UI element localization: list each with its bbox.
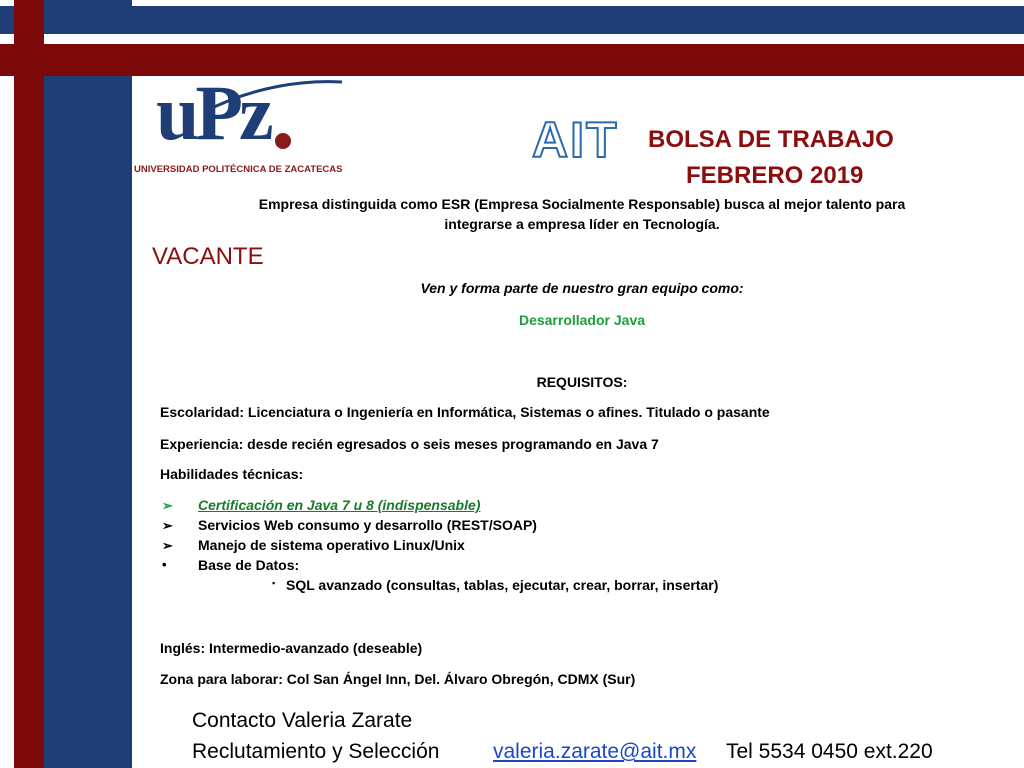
skill-item-linux: Manejo de sistema operativo Linux/Unix <box>198 537 465 553</box>
arrow-bullet-icon: ➢ <box>162 518 173 533</box>
intro-line-2: integrarse a empresa líder en Tecnología. <box>444 216 720 232</box>
contact-dept: Reclutamiento y Selección <box>192 740 440 763</box>
left-maroon-over-top <box>14 0 44 80</box>
requirements-title: REQUISITOS: <box>536 374 628 390</box>
requirement-education: Escolaridad: Licenciatura o Ingeniería en Informática, Sistemas o afines. Titulado o pasante <box>160 404 770 420</box>
left-maroon-inner <box>14 0 44 768</box>
requirement-zone: Zona para laborar: Col San Ángel Inn, Del. Álvaro Obregón, CDMX (Sur) <box>160 671 636 687</box>
top-white-gap <box>0 34 1024 44</box>
title-line-1: BOLSA DE TRABAJO <box>648 126 894 153</box>
requirement-experience: Experiencia: desde recién egresados o seis meses programando en Java 7 <box>160 436 659 452</box>
title-line-2: FEBRERO 2019 <box>686 162 864 189</box>
requirement-english: Inglés: Intermedio-avanzado (deseable) <box>160 640 423 656</box>
upz-logo <box>134 69 343 180</box>
arrow-bullet-icon: ➢ <box>162 538 173 553</box>
contact-phone: Tel 5534 0450 ext.220 <box>726 740 933 763</box>
vacancy-label: VACANTE <box>152 243 264 270</box>
vacancy-position: Desarrollador Java <box>518 312 646 328</box>
contact-name: Contacto Valeria Zarate <box>192 709 413 732</box>
top-navy-band <box>0 6 1024 34</box>
skill-item-web-services: Servicios Web consumo y desarrollo (REST/SOAP) <box>198 517 537 533</box>
dot-bullet-icon: • <box>162 557 167 572</box>
contact-email-link[interactable]: valeria.zarate@ait.mx <box>493 740 697 763</box>
arrow-bullet-icon: ➢ <box>162 498 173 513</box>
upz-university-name: UNIVERSIDAD POLITÉCNICA DE ZACATECAS <box>134 164 343 175</box>
skill-item-databases: Base de Datos: <box>198 557 300 573</box>
skills-title: Habilidades técnicas: <box>160 466 304 482</box>
square-bullet-icon: ▪ <box>272 578 276 588</box>
vacancy-invite: Ven y forma parte de nuestro gran equipo como: <box>420 280 744 296</box>
upz-letters: uPz <box>156 69 270 156</box>
left-navy-band <box>44 0 132 768</box>
skill-item-certification: Certificación en Java 7 u 8 (indispensable) <box>198 497 481 513</box>
ait-logo: AIT <box>532 112 619 168</box>
skill-sub-item-sql: SQL avanzado (consultas, tablas, ejecutar, crear, borrar, insertar) <box>286 577 719 593</box>
intro-line-1: Empresa distinguida como ESR (Empresa Socialmente Responsable) busca al mejor talento para <box>258 196 906 212</box>
upz-dot-icon <box>274 132 292 150</box>
